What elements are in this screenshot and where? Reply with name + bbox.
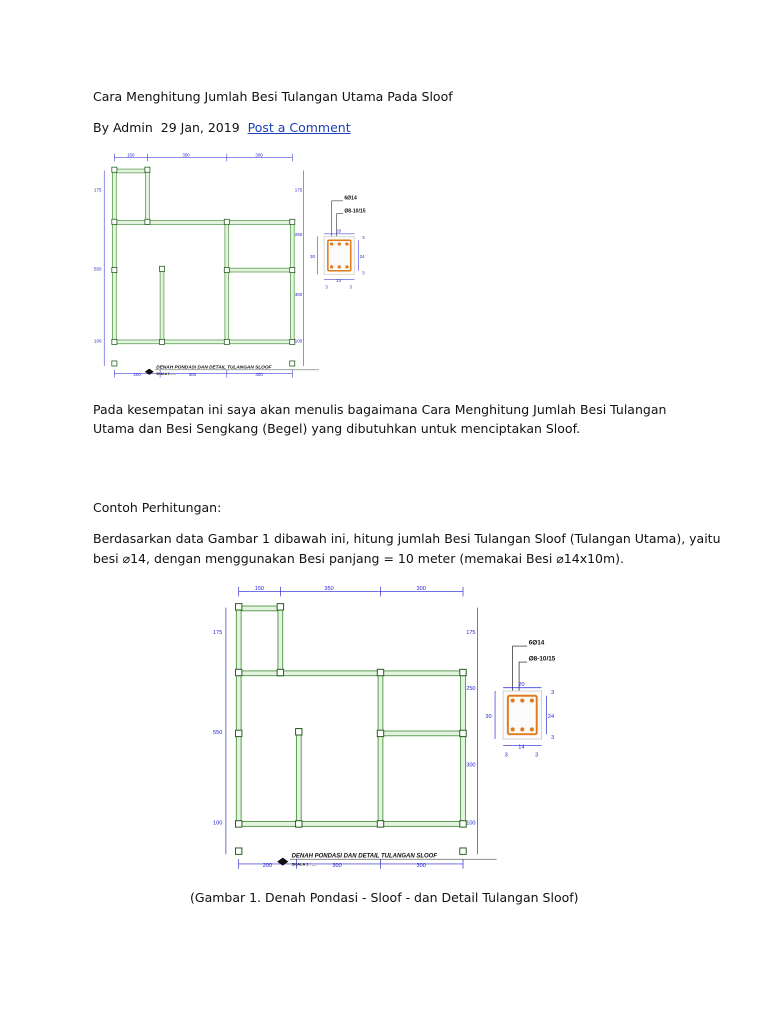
dim-left-1: 175: [94, 187, 102, 193]
section-cover-left: 3: [325, 284, 328, 290]
dim-right-3: 300: [294, 292, 303, 298]
section-cover-left: 3: [504, 752, 508, 759]
body-line-2: besi ⌀14, dengan menggunakan Besi panjang = 10 meter (memakai Besi ⌀14x10m).: [93, 551, 625, 566]
dim-bottom-3: 300: [416, 863, 426, 870]
intro-line-2: Utama dan Besi Sengkang (Begel) yang dibutuhkan untuk menciptakan Sloof.: [93, 421, 581, 436]
dim-left-3: 100: [213, 820, 223, 827]
dim-left-1: 175: [213, 630, 223, 637]
section-main-rebar: 6Ø14: [344, 195, 357, 202]
article-meta: [93, 120, 351, 136]
north-arrow-icon: [145, 369, 154, 375]
section-width: 20: [518, 682, 525, 689]
dim-top-1: 150: [127, 152, 135, 158]
dim-right-3: 300: [466, 762, 476, 769]
dim-bottom-1: 200: [133, 372, 141, 378]
article-title: Cara Menghitung Jumlah Besi Tulangan Utama Pada Sloof: [93, 89, 453, 104]
dim-top-3: 300: [416, 586, 426, 593]
foundation-plan-small: [90, 150, 370, 380]
section-stirrup: Ø8-10/15: [528, 655, 556, 663]
drawing-caption-title: DENAH PONDASI DAN DETAIL TULANGAN SLOOF: [291, 853, 438, 860]
post-date: 29 Jan, 2019: [160, 120, 240, 135]
section-inner-width: 14: [336, 278, 342, 284]
section-inner-height: 24: [359, 254, 365, 260]
dim-bottom-3: 300: [255, 372, 263, 378]
drawing-caption-scale: SKALA 1 : ....: [291, 861, 317, 867]
dim-bottom-1: 200: [262, 863, 273, 870]
dim-left-2: 550: [213, 730, 223, 737]
section-height: 30: [310, 254, 315, 260]
section-cover-right: 3: [535, 752, 539, 759]
dim-bottom-2: 300: [332, 863, 342, 870]
dim-right-1: 175: [466, 630, 476, 637]
drawing-caption-scale: SKALA 1 : ....: [156, 371, 177, 376]
figure-caption: (Gambar 1. Denah Pondasi - Sloof - dan Detail Tulangan Sloof): [190, 890, 579, 905]
dim-top-2: 350: [324, 586, 334, 593]
dim-left-2: 550: [94, 266, 102, 272]
body-line-1: Berdasarkan data Gambar 1 dibawah ini, hitung jumlah Besi Tulangan Sloof (Tulangan Utama), yaitu: [93, 531, 721, 546]
section-cover-top: 3: [551, 690, 555, 697]
intro-line-1: Pada kesempatan ini saya akan menulis bagaimana Cara Menghitung Jumlah Besi Tulangan: [93, 402, 667, 417]
dim-left-3: 100: [94, 338, 102, 344]
dim-right-2: 250: [294, 231, 303, 237]
drawing-caption-title: DENAH PONDASI DAN DETAIL TULANGAN SLOOF: [156, 365, 272, 371]
dim-top-1: 150: [254, 586, 265, 593]
section-height: 30: [485, 714, 492, 721]
north-arrow-icon: [277, 858, 288, 866]
section-cover-right: 3: [349, 284, 352, 290]
dim-top-2: 350: [182, 152, 190, 158]
foundation-plan-drawing: [213, 586, 556, 869]
dim-right-1: 175: [294, 187, 303, 193]
section-cover-bottom: 3: [551, 735, 555, 742]
author: By Admin: [93, 120, 153, 135]
section-cover-top: 3: [362, 234, 365, 240]
dim-top-3: 300: [255, 152, 263, 158]
dim-right-4: 100: [466, 820, 476, 827]
dim-right-4: 100: [294, 338, 303, 344]
dim-bottom-2: 300: [188, 372, 197, 378]
example-heading: Contoh Perhitungan:: [93, 500, 222, 515]
section-main-rebar: 6Ø14: [528, 639, 545, 647]
foundation-plan-large: [192, 582, 577, 872]
post-comment-link[interactable]: Post a Comment: [247, 120, 351, 135]
section-inner-width: 14: [518, 744, 525, 751]
foundation-plan-drawing: [94, 152, 366, 377]
section-stirrup: Ø8-10/15: [344, 208, 366, 215]
section-inner-height: 24: [547, 714, 555, 721]
section-cover-bottom: 3: [362, 270, 365, 276]
dim-right-2: 250: [466, 686, 476, 693]
section-width: 20: [336, 228, 342, 234]
